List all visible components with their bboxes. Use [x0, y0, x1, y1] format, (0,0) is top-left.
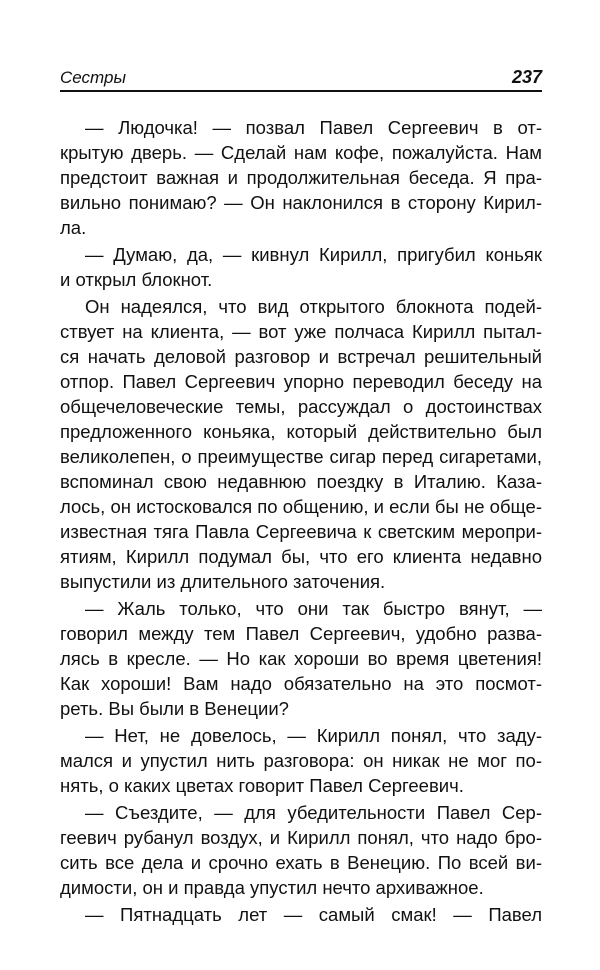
page-body-text	[60, 115, 542, 929]
text-line: димости, он и правда упустил нечто архиважное.	[60, 877, 484, 898]
text-line: реть. Вы были в Венеции?	[60, 698, 289, 719]
text-line: общечеловеческие темы, рассуждал о достоинствах	[60, 396, 542, 417]
text-line: — Думаю, да, — кивнул Кирилл, пригубил коньяк	[85, 244, 542, 265]
paragraph	[60, 242, 542, 292]
text-line: вильно понимаю? — Он наклонился в сторону Кирил-	[60, 192, 542, 213]
paragraph	[60, 596, 542, 721]
text-line: — Пятнадцать лет — самый смак! — Павел	[85, 904, 542, 925]
text-line: лясь в кресле. — Но как хороши во время цветения!	[60, 648, 542, 669]
text-line: — Жаль только, что они так быстро вянут, —	[85, 598, 542, 619]
text-line: — Съездите, — для убедительности Павел Сер-	[85, 802, 542, 823]
text-line: ятиям, Кирилл подумал бы, что его клиента недавно	[60, 546, 542, 567]
text-line: предложенного коньяка, который действительно был	[60, 421, 542, 442]
text-line: выпустили из длительного заточения.	[60, 571, 386, 592]
text-line: Как хороши! Вам надо обязательно на это посмот-	[60, 673, 542, 694]
text-line: Он надеялся, что вид открытого блокнота подей-	[85, 296, 542, 317]
text-line: отпор. Павел Сергеевич упорно переводил беседу на	[60, 371, 542, 392]
text-line: ствует на клиента, — вот уже полчаса Кирилл пытал-	[60, 321, 542, 342]
paragraph	[60, 800, 542, 900]
text-line: ся начать деловой разговор и встречал решительный	[60, 346, 542, 367]
paragraph	[60, 723, 542, 798]
text-line: ла.	[60, 217, 87, 238]
text-line: сить все дела и срочно ехать в Венецию. По всей ви-	[60, 852, 542, 873]
text-line: нять, о каких цветах говорит Павел Сергеевич.	[60, 775, 464, 796]
text-line: лось, он истосковался по общению, и если бы не обще-	[60, 496, 542, 517]
text-line: великолепен, о преимуществе сигар перед сигаретами,	[60, 446, 542, 467]
text-line: и открыл блокнот.	[60, 269, 213, 290]
running-header	[60, 66, 542, 92]
paragraph	[60, 902, 542, 927]
text-line: крытую дверь. — Сделай нам кофе, пожалуйста. Нам	[60, 142, 542, 163]
text-line: известная тяга Павла Сергеевича к светским меропри-	[60, 521, 542, 542]
text-line: мался и упустил нить разговора: он никак не мог по-	[60, 750, 542, 771]
paragraph	[60, 294, 542, 594]
text-line: предстоит важная и продолжительная беседа. Я пра-	[60, 167, 542, 188]
text-line: говорил между тем Павел Сергеевич, удобно разва-	[60, 623, 542, 644]
text-line: — Нет, не довелось, — Кирилл понял, что заду-	[85, 725, 542, 746]
text-line: вспоминал свою недавнюю поездку в Италию. Каза-	[60, 471, 542, 492]
page-number: 237	[511, 67, 542, 87]
text-line: геевич рубанул воздух, и Кирилл понял, что надо бро-	[60, 827, 542, 848]
text-line: — Людочка! — позвал Павел Сергеевич в от-	[85, 117, 542, 138]
paragraph	[60, 115, 542, 240]
running-title: Сестры	[60, 68, 126, 87]
